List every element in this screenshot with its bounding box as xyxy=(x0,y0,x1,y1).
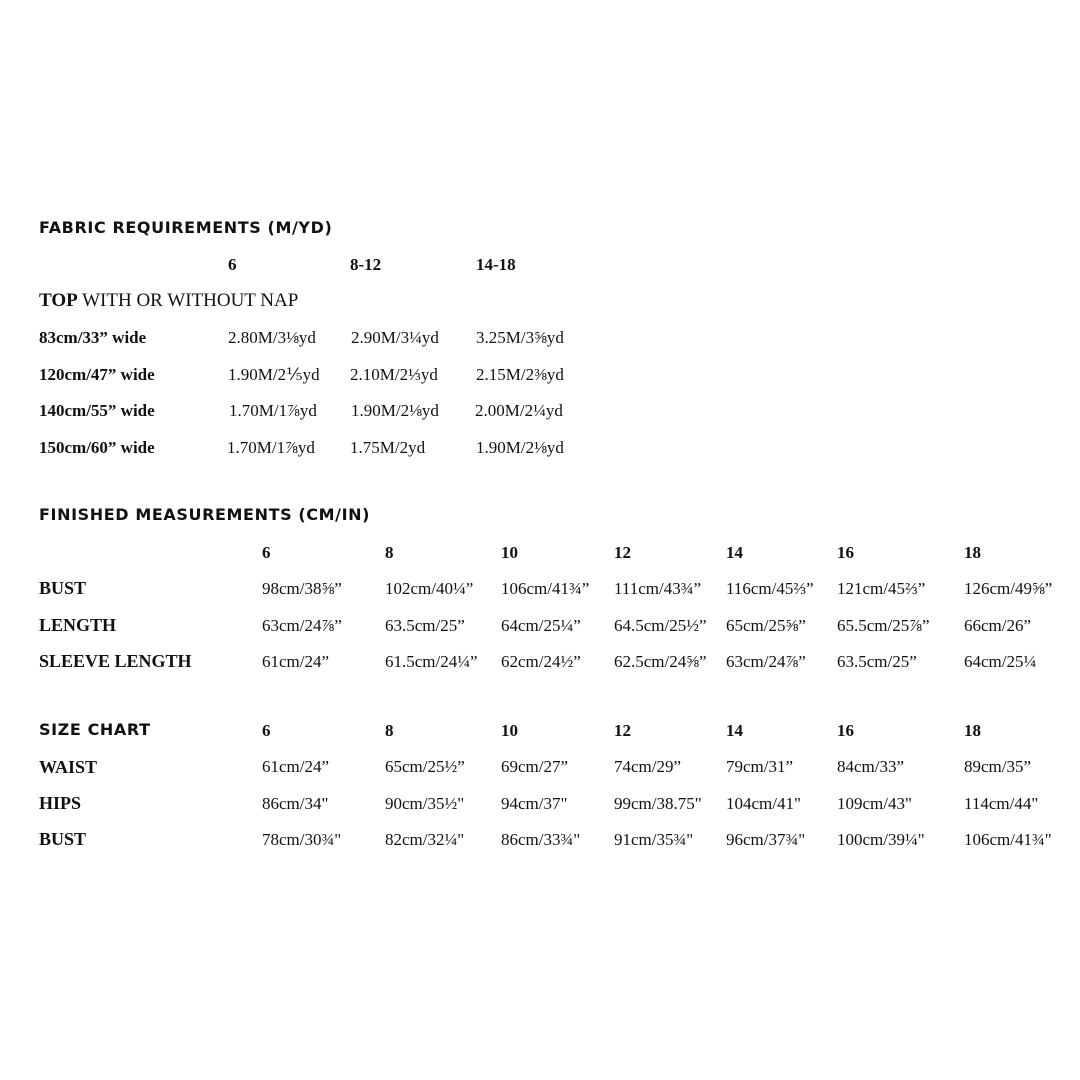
size-chart-value: 65cm/25½” xyxy=(385,757,465,776)
fabric-value: 2.00M/2¼yd xyxy=(475,401,563,420)
size-chart-value: 90cm/35½" xyxy=(385,794,465,813)
finished-value: 61.5cm/24¼” xyxy=(385,652,478,671)
finished-value: 66cm/26” xyxy=(964,616,1032,635)
size-chart-value: 100cm/39¼" xyxy=(837,830,925,849)
size-chart-value: 61cm/24” xyxy=(262,757,330,776)
finished-value: 126cm/49⅝” xyxy=(964,579,1053,598)
finished-size-header: 10 xyxy=(501,543,518,562)
size-chart-size-header: 18 xyxy=(964,721,981,740)
size-chart-size-header: 12 xyxy=(614,721,631,740)
finished-value: 64.5cm/25½” xyxy=(614,616,707,635)
finished-value: 102cm/40¼” xyxy=(385,579,474,598)
size-chart-value: 94cm/37" xyxy=(501,794,568,813)
finished-row-label: BUST xyxy=(39,578,87,598)
fabric-value: 1.75M/2yd xyxy=(350,438,426,457)
finished-size-header: 8 xyxy=(385,543,394,562)
fabric-size-header: 14-18 xyxy=(476,255,516,274)
size-chart-value: 96cm/37¾" xyxy=(726,830,806,849)
size-chart-value: 106cm/41¾" xyxy=(964,830,1052,849)
finished-value: 63.5cm/25” xyxy=(385,616,465,635)
size-chart-value: 114cm/44" xyxy=(964,794,1039,813)
fabric-row-label: 150cm/60” wide xyxy=(39,438,155,457)
finished-row-label: SLEEVE LENGTH xyxy=(39,651,192,671)
size-chart-size-header: 10 xyxy=(501,721,518,740)
finished-value: 62cm/24½” xyxy=(501,652,581,671)
fabric-value: 1.90M/2⅛yd xyxy=(476,438,564,457)
size-chart-value: 84cm/33” xyxy=(837,757,905,776)
finished-size-header: 16 xyxy=(837,543,854,562)
size-chart-value: 86cm/34" xyxy=(262,794,329,813)
finished-value: 106cm/41¾” xyxy=(501,579,590,598)
finished-value: 65cm/25⅝” xyxy=(726,616,806,635)
fabric-size-header: 8-12 xyxy=(350,255,382,274)
fabric-value: 2.15M/2⅜yd xyxy=(476,365,564,384)
fabric-size-header: 6 xyxy=(228,255,237,274)
size-chart-row-label: WAIST xyxy=(39,757,98,777)
subheading-bold: TOP xyxy=(39,290,78,311)
finished-row-label: LENGTH xyxy=(39,615,117,635)
finished-size-header: 14 xyxy=(726,543,743,562)
size-chart-heading: SIZE CHART xyxy=(39,720,151,739)
fabric-requirements-heading: FABRIC REQUIREMENTS (M/YD) xyxy=(39,218,333,237)
fabric-value: 2.10M/2⅓yd xyxy=(350,365,438,384)
fabric-row-label: 83cm/33” wide xyxy=(39,328,147,347)
finished-value: 111cm/43¾” xyxy=(614,579,702,598)
size-chart-size-header: 8 xyxy=(385,721,394,740)
finished-value: 63.5cm/25” xyxy=(837,652,917,671)
fabric-value: 2.90M/3¼yd xyxy=(351,328,439,347)
size-chart-value: 79cm/31” xyxy=(726,757,794,776)
fabric-row-label: 120cm/47” wide xyxy=(39,365,155,384)
size-chart-value: 89cm/35” xyxy=(964,757,1032,776)
size-chart-row-label: HIPS xyxy=(39,793,82,813)
size-chart-value: 91cm/35¾" xyxy=(614,830,694,849)
fabric-value: 1.90M/2⅕yd xyxy=(228,365,320,384)
finished-measurements-heading: FINISHED MEASUREMENTS (CM/IN) xyxy=(39,505,371,524)
size-chart-value: 82cm/32¼" xyxy=(385,830,465,849)
finished-value: 98cm/38⅝” xyxy=(262,579,342,598)
finished-value: 61cm/24” xyxy=(262,652,330,671)
finished-size-header: 6 xyxy=(262,543,271,562)
finished-value: 62.5cm/24⅝” xyxy=(614,652,707,671)
finished-value: 63cm/24⅞” xyxy=(726,652,806,671)
size-chart-size-header: 6 xyxy=(262,721,271,740)
subheading-rest: WITH OR WITHOUT NAP xyxy=(77,290,299,311)
size-chart-value: 86cm/33¾" xyxy=(501,830,581,849)
fabric-value: 2.80M/3⅛yd xyxy=(228,328,316,347)
size-chart-size-header: 14 xyxy=(726,721,743,740)
fabric-value: 1.90M/2⅛yd xyxy=(351,401,439,420)
size-chart-value: 74cm/29” xyxy=(614,757,682,776)
fabric-row-label: 140cm/55” wide xyxy=(39,401,155,420)
size-chart-value: 78cm/30¾" xyxy=(262,830,342,849)
finished-value: 121cm/45⅔” xyxy=(837,579,926,598)
fabric-value: 3.25M/3⅝yd xyxy=(476,328,564,347)
fabric-value: 1.70M/1⅞yd xyxy=(229,401,317,420)
fabric-subheading xyxy=(39,291,298,310)
finished-value: 64cm/25¼” xyxy=(501,616,581,635)
finished-size-header: 18 xyxy=(964,543,981,562)
size-chart-value: 104cm/41" xyxy=(726,794,801,813)
finished-value: 116cm/45⅔” xyxy=(726,579,814,598)
size-chart-value: 109cm/43" xyxy=(837,794,912,813)
size-chart-value: 99cm/38.75" xyxy=(614,794,702,813)
fabric-value: 1.70M/1⅞yd xyxy=(227,438,315,457)
finished-value: 65.5cm/25⅞” xyxy=(837,616,930,635)
size-chart-size-header: 16 xyxy=(837,721,854,740)
size-chart-row-label: BUST xyxy=(39,829,87,849)
finished-size-header: 12 xyxy=(614,543,631,562)
finished-value: 63cm/24⅞” xyxy=(262,616,342,635)
size-chart-value: 69cm/27” xyxy=(501,757,569,776)
finished-value: 64cm/25¼ xyxy=(964,652,1037,671)
